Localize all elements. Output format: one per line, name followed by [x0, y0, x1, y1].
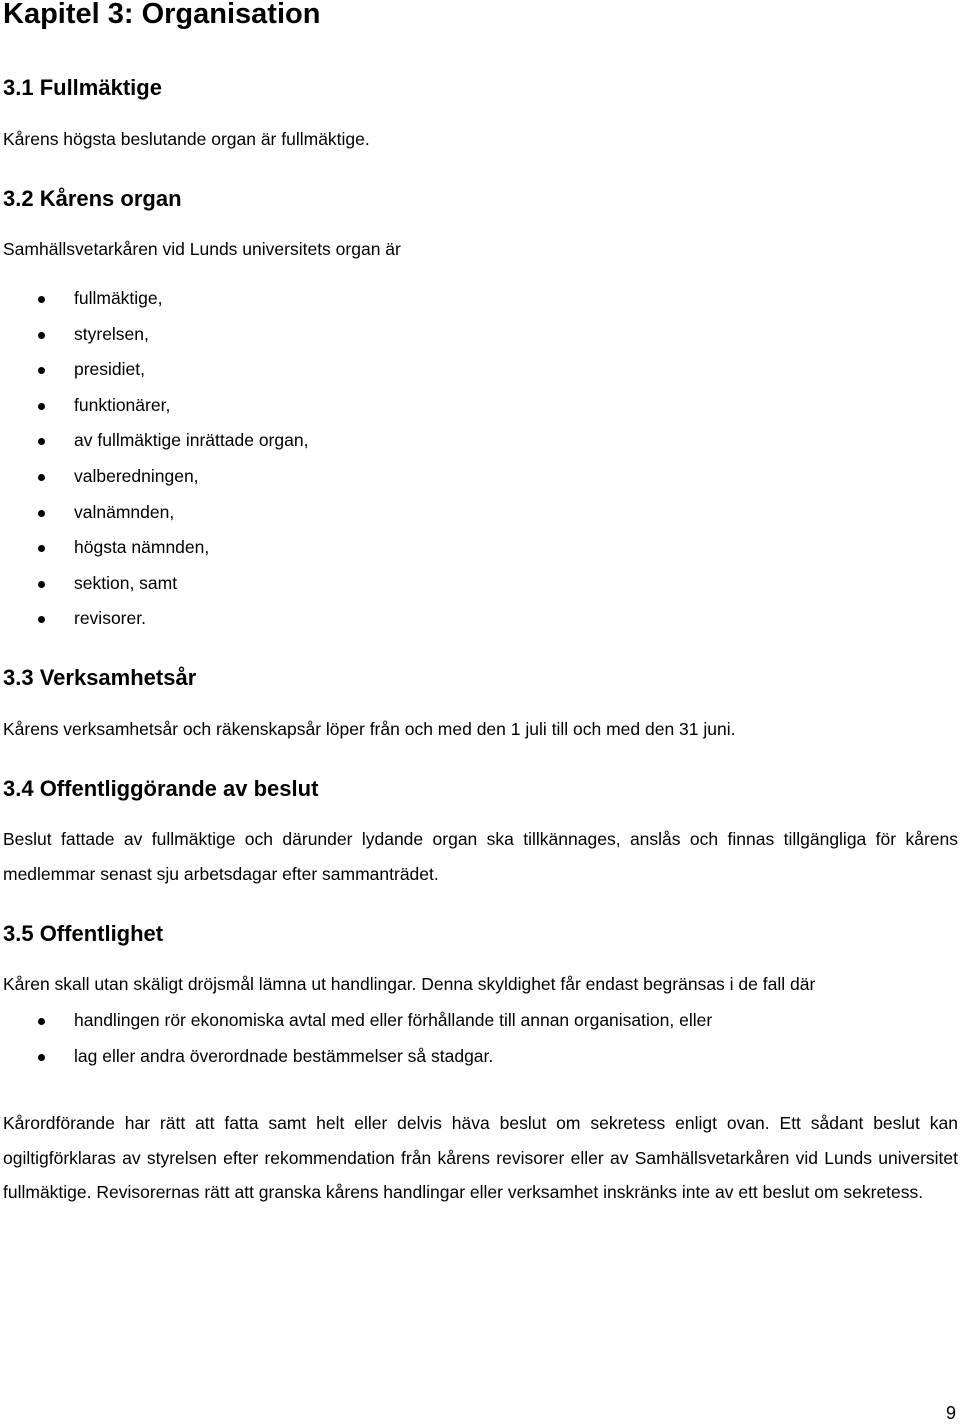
- bullet-dot-icon: [38, 367, 45, 374]
- section-heading-3-2: 3.2 Kårens organ: [3, 186, 182, 211]
- bullet-dot-icon: [38, 510, 45, 517]
- section-3-4-text: Beslut fattade av fullmäktige och därunder lydande organ ska tillkännages, anslås och finnas tillgängliga för kårens medlemmar senast sju arbetsdagar efter sammanträdet.: [3, 829, 958, 884]
- bullet-dot-icon: [38, 474, 45, 481]
- page-number: 9: [945, 1403, 956, 1423]
- bullet-dot-icon: [38, 438, 45, 445]
- bullet-dot-icon: [38, 1054, 45, 1061]
- section-heading-3-5: 3.5 Offentlighet: [3, 921, 164, 946]
- bullet-dot-icon: [38, 616, 45, 623]
- section-3-5-closing: Kårordförande har rätt att fatta samt helt eller delvis häva beslut om sekretess enligt ovan. Ett sådant beslut kan ogiltigförklaras av styrelsen efter rekommendation från kårens revisorer eller av Samhällsvetarkåren vid Lunds universitet fullmäktige. Revisorernas rätt att granska kårens handlingar eller verksamhet inskränks inte av ett beslut om sekretess.: [3, 1113, 958, 1202]
- section-3-5-intro: Kåren skall utan skäligt dröjsmål lämna ut handlingar. Denna skyldighet får endast begränsas i de fall där: [3, 974, 816, 994]
- bullet-dot-icon: [38, 1018, 45, 1025]
- chapter-title: Kapitel 3: Organisation: [3, 0, 321, 30]
- bullet-dot-icon: [38, 332, 45, 339]
- bullet-dot-icon: [38, 545, 45, 552]
- document-page: Kapitel 3: Organisation 3.1 Fullmäktige Kårens högsta beslutande organ är fullmäktige. 3.2 Kårens organ Samhällsvetarkåren vid Lunds universitets organ är fullmäktige, styrelsen, presidiet, funktionärer, av fullmäktige inrättade organ, valberedningen, valnämnden, högsta nämnden, sektion, samt revisorer. 3.3 Verksamhetsår Kårens verksamhetsår och räkenskapsår löper från och med den 1 juli till och med den 31 juni. 3.4 Offentliggörande av beslut Beslut fattade av fullmäktige och därunder lydande organ ska tillkännages, anslås och finnas tillgängliga för kårens medlemmar senast sju arbetsdagar efter sammanträdet. 3.5 Offentlighet Kåren skall utan skäligt dröjsmål lämna ut handlingar. Denna skyldighet får endast begränsas i de fall där handlingen rör ekonomiska avtal med eller förhållande till annan organisation, eller lag eller andra överordnade bestämmelser så stadgar. Kårordförande har rätt att fatta samt helt eller delvis häva beslut om sekretess enligt ovan. Ett sådant beslut kan ogiltigförklaras av styrelsen efter rekommendation från kårens revisorer eller av Samhällsvetarkåren vid Lunds universitet fullmäktige. Revisorernas rätt att granska kårens handlingar eller verksamhet inskränks inte av ett beslut om sekretess. 9: [0, 0, 960, 1425]
- section-heading-3-1: 3.1 Fullmäktige: [3, 75, 162, 100]
- section-3-2-intro: Samhällsvetarkåren vid Lunds universitets organ är: [3, 239, 401, 259]
- section-heading-3-4: 3.4 Offentliggörande av beslut: [3, 776, 319, 801]
- section-heading-3-3: 3.3 Verksamhetsår: [3, 665, 197, 690]
- section-3-1-text: Kårens högsta beslutande organ är fullmäktige.: [3, 129, 370, 149]
- bullet-dot-icon: [38, 581, 45, 588]
- section-3-3-text: Kårens verksamhetsår och räkenskapsår löper från och med den 1 juli till och med den 31 juni.: [3, 719, 736, 739]
- bullet-dot-icon: [38, 296, 45, 303]
- bullet-dot-icon: [38, 403, 45, 410]
